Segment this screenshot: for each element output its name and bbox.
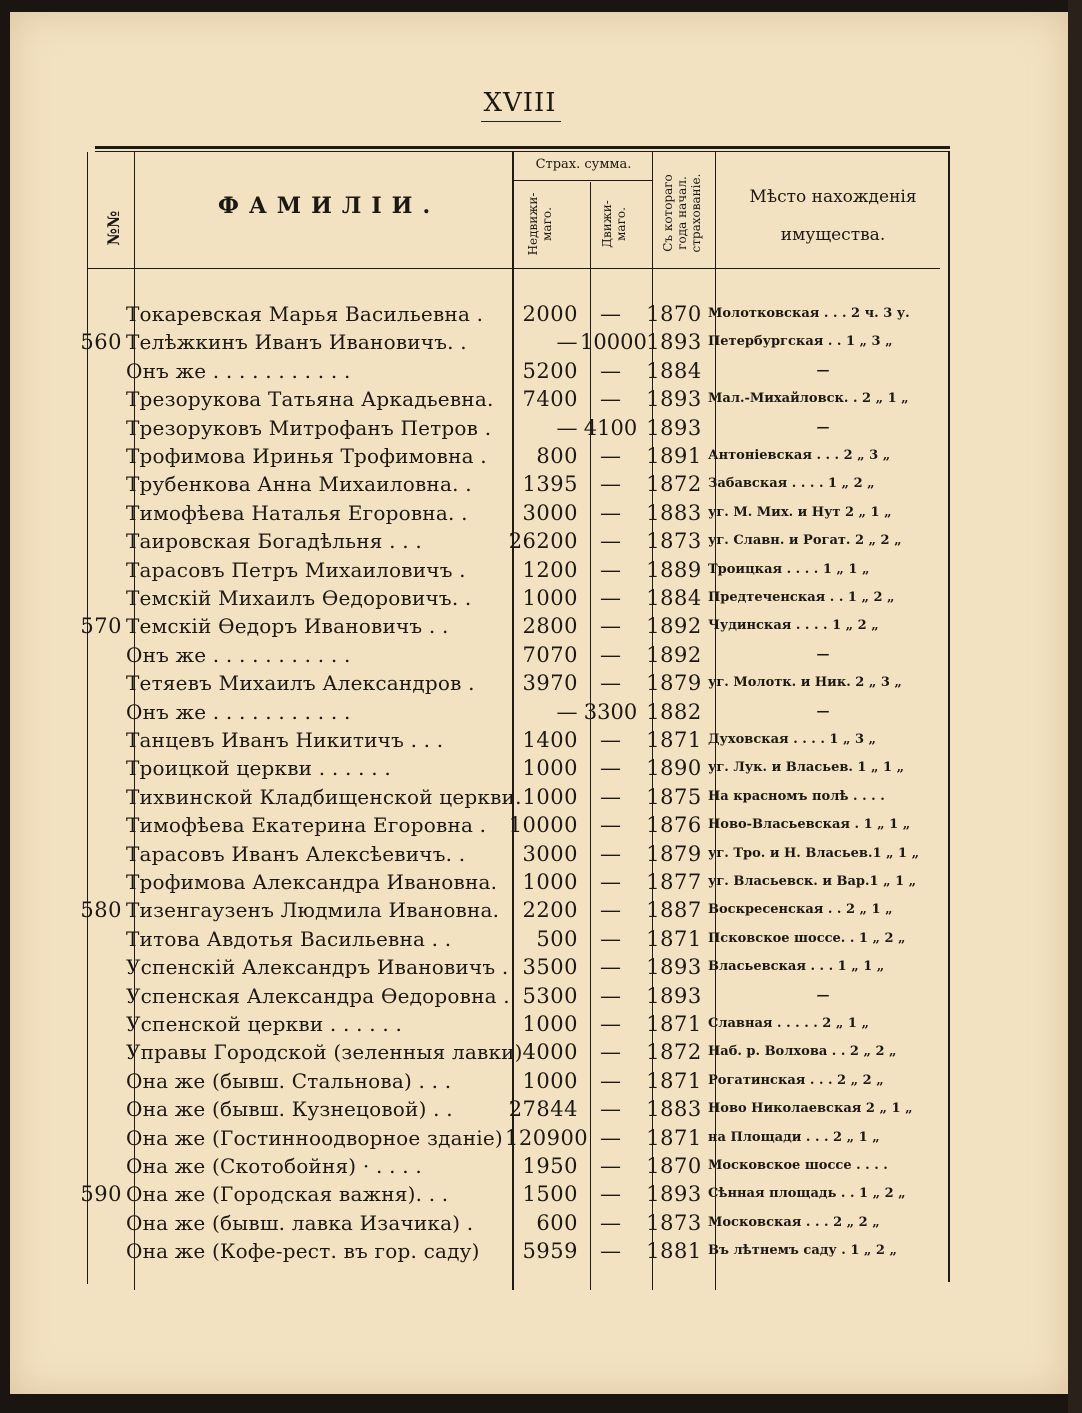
table-row bbox=[0, 840, 1058, 868]
row-movable-sum: — bbox=[600, 784, 621, 809]
row-immovable-sum: 2200 bbox=[522, 898, 578, 923]
table-row bbox=[0, 1038, 1058, 1066]
row-year: 1871 bbox=[646, 728, 702, 752]
row-immovable-sum: — bbox=[556, 415, 578, 440]
row-immovable-sum: — bbox=[556, 330, 578, 355]
row-year: 1893 bbox=[646, 415, 702, 440]
row-year: 1871 bbox=[646, 1012, 702, 1036]
table-row bbox=[0, 1209, 1058, 1237]
row-movable-sum: — bbox=[600, 756, 621, 781]
row-year: 1890 bbox=[646, 756, 702, 781]
row-location: Московская . . . 2 „ 2 „ bbox=[708, 1214, 880, 1230]
table-top-rule bbox=[95, 146, 950, 149]
row-immovable-sum: 3000 bbox=[522, 500, 578, 525]
row-location: Воскресенская . . 2 „ 1 „ bbox=[708, 902, 893, 918]
row-movable-sum: — bbox=[600, 302, 621, 326]
row-movable-sum: — bbox=[600, 1012, 621, 1036]
row-name: Она же (Гостинноодворное зданiе) . bbox=[126, 1125, 517, 1150]
row-number: 580 bbox=[80, 898, 122, 923]
row-immovable-sum: 1500 bbox=[522, 1182, 578, 1207]
table-row bbox=[0, 641, 1058, 669]
row-immovable-sum: 1000 bbox=[522, 784, 578, 809]
row-location: Петербургская . . 1 „ 3 „ bbox=[708, 334, 893, 350]
row-name: Онъ же . . . . . . . . . . . bbox=[126, 699, 351, 724]
row-name: Темскiй Михаилъ Өедоровичъ. . bbox=[126, 586, 472, 610]
row-immovable-sum: 120900 bbox=[505, 1125, 589, 1150]
row-movable-sum: — bbox=[600, 614, 621, 639]
row-year: 1879 bbox=[646, 841, 702, 866]
table-row bbox=[0, 982, 1058, 1010]
table-row bbox=[0, 783, 1058, 811]
row-movable-sum: — bbox=[600, 870, 621, 894]
row-name: Тимофѣева Наталья Егоровна. . bbox=[126, 500, 468, 525]
row-name: Успенской церкви . . . . . . bbox=[126, 1012, 403, 1036]
table-row bbox=[0, 470, 1058, 498]
row-immovable-sum: 3970 bbox=[522, 671, 578, 696]
row-location: Московское шоссе . . . . bbox=[708, 1158, 888, 1173]
row-movable-sum: — bbox=[600, 500, 621, 525]
row-movable-sum: — bbox=[600, 728, 621, 752]
row-year: 1887 bbox=[646, 898, 702, 923]
row-name: Успенскiй Александръ Ивановичъ . bbox=[126, 955, 509, 980]
table-row bbox=[0, 385, 1058, 413]
table-row bbox=[0, 754, 1058, 782]
row-immovable-sum: 26200 bbox=[508, 529, 578, 554]
row-location: Славная . . . . . 2 „ 1 „ bbox=[708, 1016, 869, 1031]
row-movable-sum: — bbox=[600, 358, 621, 383]
row-movable-sum: — bbox=[600, 642, 621, 667]
row-movable-sum: — bbox=[600, 926, 621, 951]
row-year: 1893 bbox=[646, 387, 702, 412]
header-num: №№ bbox=[104, 210, 123, 246]
row-year: 1871 bbox=[646, 926, 702, 951]
row-immovable-sum: 600 bbox=[536, 1210, 578, 1235]
row-location: Антонiевская . . . 2 „ 3 „ bbox=[708, 448, 891, 463]
row-movable-sum: 4100 bbox=[583, 415, 638, 440]
row-name: Управы Городской (зеленныя лавки) bbox=[126, 1040, 523, 1065]
row-location: — bbox=[816, 419, 830, 435]
row-movable-sum: — bbox=[600, 1040, 621, 1065]
header-bottom-rule bbox=[88, 268, 940, 269]
row-location: уг. Тро. и Н. Власьев.1 „ 1 „ bbox=[708, 845, 920, 861]
row-immovable-sum: 1950 bbox=[522, 1154, 578, 1178]
row-location: Молотковская . . . 2 ч. 3 у. bbox=[708, 306, 910, 321]
row-year: 1892 bbox=[646, 614, 702, 639]
row-movable-sum: — bbox=[600, 1125, 621, 1150]
row-name: Трофимова Александра Ивановна. bbox=[126, 870, 498, 894]
row-immovable-sum: 3000 bbox=[522, 841, 578, 866]
row-year: 1872 bbox=[646, 1040, 702, 1065]
row-name: Она же (Скотобойня) · . . . . bbox=[126, 1154, 422, 1178]
row-year: 1870 bbox=[646, 302, 702, 326]
row-name: Танцевъ Иванъ Никитичъ . . . bbox=[126, 728, 444, 752]
row-number: 590 bbox=[80, 1182, 122, 1207]
row-year: 1879 bbox=[646, 671, 702, 696]
table-row bbox=[0, 357, 1058, 385]
row-immovable-sum: 1395 bbox=[522, 472, 578, 497]
row-location: на Площади . . . 2 „ 1 „ bbox=[708, 1129, 880, 1145]
table-row bbox=[0, 499, 1058, 527]
table-row bbox=[0, 1095, 1058, 1123]
row-immovable-sum: 1400 bbox=[522, 728, 578, 752]
row-year: 1875 bbox=[646, 784, 702, 809]
table-row bbox=[0, 896, 1058, 924]
page-edge bbox=[1068, 0, 1082, 1413]
row-name: Успенская Александра Өедоровна . bbox=[126, 983, 510, 1008]
row-year: 1881 bbox=[646, 1239, 702, 1264]
row-immovable-sum: 2800 bbox=[522, 614, 578, 639]
row-movable-sum: 10000 bbox=[580, 330, 647, 355]
row-location: уг. М. Мих. и Нут 2 „ 1 „ bbox=[708, 504, 892, 520]
table-row bbox=[0, 868, 1058, 896]
table-row bbox=[0, 328, 1058, 356]
row-immovable-sum: 500 bbox=[536, 926, 578, 951]
row-immovable-sum: — bbox=[556, 699, 578, 724]
row-immovable-sum: 800 bbox=[536, 444, 578, 468]
row-location: Троицкая . . . . 1 „ 1 „ bbox=[708, 561, 870, 577]
table-row bbox=[0, 811, 1058, 839]
row-location: — bbox=[816, 987, 830, 1003]
row-immovable-sum: 1000 bbox=[522, 586, 578, 610]
row-name: Телѣжкинъ Иванъ Ивановичъ. . bbox=[126, 330, 467, 355]
row-name: Трубенкова Анна Михаиловна. . bbox=[126, 472, 472, 497]
row-year: 1872 bbox=[646, 472, 702, 497]
header-strakh-summa: Страх. сумма. bbox=[535, 157, 632, 172]
row-movable-sum: — bbox=[600, 586, 621, 610]
row-movable-sum: — bbox=[600, 671, 621, 696]
row-location: Забавская . . . . 1 „ 2 „ bbox=[708, 476, 875, 492]
row-year: 1884 bbox=[646, 586, 702, 610]
row-number: 560 bbox=[80, 330, 122, 355]
row-location: — bbox=[816, 646, 830, 662]
row-number: 570 bbox=[80, 614, 122, 639]
row-movable-sum: — bbox=[600, 1182, 621, 1207]
row-immovable-sum: 5300 bbox=[522, 983, 578, 1008]
table-row bbox=[0, 442, 1058, 470]
table-row bbox=[0, 698, 1058, 726]
row-name: Она же (бывш. лавка Изачика) . bbox=[126, 1210, 474, 1235]
row-movable-sum: — bbox=[600, 813, 621, 838]
row-immovable-sum: 1000 bbox=[522, 870, 578, 894]
row-movable-sum: — bbox=[600, 387, 621, 412]
row-year: 1873 bbox=[646, 529, 702, 554]
table-row bbox=[0, 1237, 1058, 1265]
row-location: Ново-Власьевская . 1 „ 1 „ bbox=[708, 817, 911, 833]
table-row bbox=[0, 527, 1058, 555]
row-immovable-sum: 3500 bbox=[522, 955, 578, 980]
row-name: Она же (Городская важня). . . bbox=[126, 1182, 449, 1207]
row-year: 1877 bbox=[646, 870, 702, 894]
row-year: 1893 bbox=[646, 330, 702, 355]
row-immovable-sum: 5200 bbox=[522, 358, 578, 383]
page-number: XVIII bbox=[483, 88, 557, 118]
row-name: Онъ же . . . . . . . . . . . bbox=[126, 642, 351, 667]
table-row bbox=[0, 953, 1058, 981]
row-location: уг. Лук. и Власьев. 1 „ 1 „ bbox=[708, 760, 905, 776]
row-year: 1873 bbox=[646, 1210, 702, 1235]
row-location: Псковское шоссе. . 1 „ 2 „ bbox=[708, 930, 906, 946]
row-location: — bbox=[816, 703, 830, 719]
row-movable-sum: — bbox=[600, 1239, 621, 1264]
row-location: — bbox=[816, 362, 830, 378]
row-name: Трофимова Иринья Трофимовна . bbox=[126, 444, 487, 468]
row-location: Духовская . . . . 1 „ 3 „ bbox=[708, 732, 877, 747]
row-movable-sum: — bbox=[600, 557, 621, 582]
row-year: 1883 bbox=[646, 500, 702, 525]
header-familii: ФАМИЛIИ. bbox=[218, 193, 441, 219]
strakh-summa-rule bbox=[514, 180, 652, 181]
header-movable: Движи- маго. bbox=[600, 200, 628, 248]
table-row bbox=[0, 556, 1058, 584]
row-movable-sum: — bbox=[600, 1097, 621, 1122]
row-year: 1889 bbox=[646, 557, 702, 582]
page-number-underline bbox=[481, 121, 561, 122]
row-location: Предтеченская . . 1 „ 2 „ bbox=[708, 590, 895, 605]
row-location: Мал.-Михайловск. . 2 „ 1 „ bbox=[708, 391, 909, 407]
row-immovable-sum: 7070 bbox=[522, 642, 578, 667]
row-movable-sum: — bbox=[600, 1210, 621, 1235]
row-immovable-sum: 1000 bbox=[522, 756, 578, 781]
row-year: 1893 bbox=[646, 1182, 702, 1207]
row-name: Тизенгаузенъ Людмила Ивановна. bbox=[126, 898, 500, 923]
row-location: Рогатинская . . . 2 „ 2 „ bbox=[708, 1072, 884, 1088]
row-name: Таировская Богадѣльня . . . bbox=[126, 529, 422, 554]
table-row bbox=[0, 1180, 1058, 1208]
table-row bbox=[0, 612, 1058, 640]
table-row bbox=[0, 584, 1058, 612]
row-immovable-sum: 27844 bbox=[508, 1097, 578, 1122]
row-year: 1871 bbox=[646, 1125, 702, 1150]
row-movable-sum: — bbox=[600, 898, 621, 923]
row-location: Наб. р. Волхова . . 2 „ 2 „ bbox=[708, 1044, 897, 1060]
row-movable-sum: — bbox=[600, 955, 621, 980]
row-name: Она же (Кофе-рест. въ гор. саду) bbox=[126, 1239, 480, 1264]
row-immovable-sum: 5959 bbox=[522, 1239, 578, 1264]
row-name: Трезоруковъ Митрофанъ Петров . bbox=[126, 415, 492, 440]
header-year: Съ котораго года начал. страхованiе. bbox=[661, 173, 703, 253]
row-movable-sum: — bbox=[600, 1068, 621, 1093]
row-year: 1870 bbox=[646, 1154, 702, 1178]
table-row bbox=[0, 925, 1058, 953]
row-name: Трезорукова Татьяна Аркадьевна. bbox=[126, 387, 494, 412]
table-row bbox=[0, 669, 1058, 697]
table-row bbox=[0, 1152, 1058, 1180]
row-name: Она же (бывш. Стальнова) . . . bbox=[126, 1068, 452, 1093]
row-name: Тихвинской Кладбищенской церкви. bbox=[126, 784, 522, 809]
row-location: Чудинская . . . . 1 „ 2 „ bbox=[708, 618, 879, 634]
row-year: 1876 bbox=[646, 813, 702, 838]
row-name: Тимофѣева Екатерина Егоровна . bbox=[126, 813, 487, 838]
row-year: 1893 bbox=[646, 983, 702, 1008]
row-movable-sum: — bbox=[600, 472, 621, 497]
row-immovable-sum: 2000 bbox=[522, 302, 578, 326]
row-name: Она же (бывш. Кузнецовой) . . bbox=[126, 1097, 453, 1122]
row-year: 1892 bbox=[646, 642, 702, 667]
table-row bbox=[0, 1124, 1058, 1152]
row-location: уг. Молотк. и Ник. 2 „ 3 „ bbox=[708, 675, 902, 691]
row-location: уг. Власьевск. и Вар.1 „ 1 „ bbox=[708, 874, 917, 889]
row-movable-sum: 3300 bbox=[583, 699, 638, 724]
row-name: Тарасовъ Петръ Михаиловичъ . bbox=[126, 557, 466, 582]
row-movable-sum: — bbox=[600, 529, 621, 554]
header-immovable: Недвижи- маго. bbox=[526, 192, 554, 256]
row-name: Токаревская Марья Васильевна . bbox=[126, 302, 484, 326]
row-year: 1891 bbox=[646, 444, 702, 468]
row-year: 1871 bbox=[646, 1068, 702, 1093]
row-location: Ново Николаевская 2 „ 1 „ bbox=[708, 1101, 913, 1117]
row-year: 1882 bbox=[646, 699, 702, 724]
row-name: Тарасовъ Иванъ Алексѣевичъ. . bbox=[126, 841, 466, 866]
row-movable-sum: — bbox=[600, 444, 621, 468]
row-immovable-sum: 1000 bbox=[522, 1012, 578, 1036]
row-location: Сѣнная площадь . . 1 „ 2 „ bbox=[708, 1186, 906, 1202]
row-year: 1883 bbox=[646, 1097, 702, 1122]
row-name: Троицкой церкви . . . . . . bbox=[126, 756, 391, 781]
row-location: уг. Славн. и Рогат. 2 „ 2 „ bbox=[708, 533, 902, 549]
row-location: Власьевская . . . 1 „ 1 „ bbox=[708, 959, 885, 975]
row-immovable-sum: 7400 bbox=[522, 387, 578, 412]
table-row bbox=[0, 726, 1058, 754]
table-row bbox=[0, 1010, 1058, 1038]
row-year: 1893 bbox=[646, 955, 702, 980]
row-name: Титова Авдотья Васильевна . . bbox=[126, 926, 452, 951]
row-immovable-sum: 1000 bbox=[522, 1068, 578, 1093]
header-location: Мѣсто нахожденiя имущества. bbox=[749, 187, 917, 245]
row-name: Тетяевъ Михаилъ Александров . bbox=[126, 671, 475, 696]
row-name: Онъ же . . . . . . . . . . . bbox=[126, 358, 351, 383]
row-name: Темскiй Өедоръ Ивановичъ . . bbox=[126, 614, 449, 639]
row-location: Въ лѣтнемъ саду . 1 „ 2 „ bbox=[708, 1243, 897, 1259]
row-movable-sum: — bbox=[600, 1154, 621, 1178]
table-top-rule-thin bbox=[95, 151, 950, 152]
table-row bbox=[0, 1067, 1058, 1095]
row-immovable-sum: 1200 bbox=[522, 557, 578, 582]
row-movable-sum: — bbox=[600, 983, 621, 1008]
row-location: На красномъ полѣ . . . . bbox=[708, 788, 885, 804]
row-year: 1884 bbox=[646, 358, 702, 383]
row-immovable-sum: 4000 bbox=[522, 1040, 578, 1065]
row-movable-sum: — bbox=[600, 841, 621, 866]
row-immovable-sum: 10000 bbox=[508, 813, 578, 838]
table-row bbox=[0, 300, 1058, 328]
table-row bbox=[0, 414, 1058, 442]
